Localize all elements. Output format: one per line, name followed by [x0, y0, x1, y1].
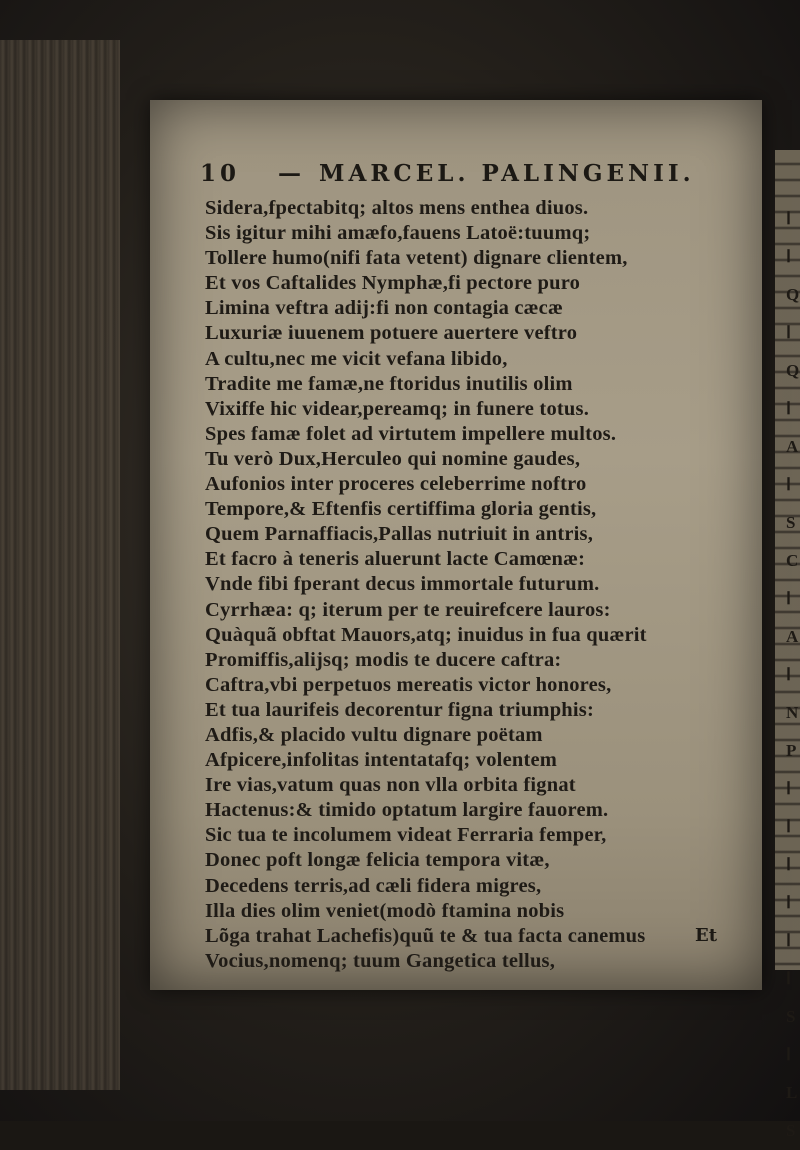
verse-line: Cyrrhæa: q; iterum per te reuirefcere lauros: — [205, 598, 611, 621]
verse-line: Hactenus:& timido optatum largire fauorem. — [205, 799, 609, 822]
facing-page-letter: N — [786, 703, 799, 722]
verse-line: Tempore,& Eftenfis certiffima gloria gentis, — [205, 498, 597, 521]
verse-line: Vnde fibi fperant decus immortale futurum. — [205, 573, 600, 596]
verse-line: Sic tua te incolumem videat Ferraria femper, — [205, 824, 607, 847]
verse-line: Tu verò Dux,Herculeo qui nomine gaudes, — [205, 447, 581, 470]
verse-text — [205, 196, 765, 974]
verse-line: Adfis,& placido vultu dignare poëtam — [205, 723, 543, 746]
verse-line: A cultu,nec me vicit vefana libido, — [205, 347, 508, 370]
verse-line: Promiffis,alijsq; modis te ducere caftra: — [205, 648, 562, 671]
facing-page-letter: Ⅰ — [786, 855, 792, 874]
facing-page-letter: P — [786, 741, 797, 760]
verse-line: Et tua laurifeis decorentur figna triumphis: — [205, 698, 595, 721]
facing-page-letter: Ⅰ — [786, 589, 792, 608]
facing-page-letter: Ⅰ — [786, 779, 792, 798]
verse-line: Sidera,fpectabitq; altos mens enthea diuos. — [205, 197, 589, 219]
facing-page-letter: Q — [786, 285, 800, 304]
facing-page-letter: S — [786, 513, 796, 532]
verse-line: Lõga trahat Lachefis)quũ te & tua facta canemus — [205, 924, 646, 947]
running-header — [200, 160, 740, 187]
facing-page-fragments — [786, 200, 800, 1150]
book-left-edge — [0, 40, 120, 1090]
facing-page-letter: Ⅰ — [786, 1045, 792, 1064]
verse-line: Luxuriæ iuuenem potuere auertere veftro — [205, 322, 578, 345]
facing-page-letter: Ⅰ — [786, 209, 792, 228]
verse-line: Limina veftra adij:fi non contagia cæcæ — [205, 297, 563, 320]
verse-line: Vixiffe hic videar,pereamq; in funere totus. — [205, 397, 590, 420]
page-number: 10 — [200, 160, 241, 187]
facing-page-letter: Ⅰ — [786, 247, 792, 266]
facing-page-letter: S — [786, 1121, 796, 1140]
running-head-title: MARCEL. PALINGENII. — [319, 160, 695, 187]
verse-line: Aufonios inter proceres celeberrime noftro — [205, 473, 587, 496]
facing-page-letter: Ⅰ — [786, 475, 792, 494]
verse-line: Illa dies olim veniet(modò ftamina nobis — [205, 899, 565, 922]
verse-line: Sis igitur mihi amæfo,fauens Latoë:tuumq; — [205, 222, 591, 245]
verse-line: Ire vias,vatum quas non vlla orbita fignat — [205, 774, 576, 797]
verse-line: Afpicere,infolitas intentatafq; volentem — [205, 749, 558, 772]
verse-line: Vocius,nomenq; tuum Gangetica tellus, — [205, 949, 556, 972]
verse-line: Quem Parnaffiacis,Pallas nutriuit in antris, — [205, 523, 594, 546]
facing-page-letter: Ⅰ — [786, 323, 792, 342]
facing-page-letter: A — [786, 437, 799, 456]
header-rule: — — [278, 160, 306, 187]
facing-page-letter: Ⅰ — [786, 969, 792, 988]
verse-line: Tollere humo(nifi fata vetent) dignare clientem, — [205, 247, 628, 270]
verse-line: Spes famæ folet ad virtutem impellere multos. — [205, 422, 617, 445]
facing-page-letter: Ⅰ — [786, 399, 792, 418]
facing-page-letter: Q — [786, 361, 800, 380]
facing-page-letter: A — [786, 627, 799, 646]
verse-line: Et vos Caftalides Nymphæ,fi pectore puro — [205, 272, 581, 295]
facing-page-letter: L — [786, 1083, 798, 1102]
verse-line: Quàquã obftat Mauors,atq; inuidus in fua quærit — [205, 623, 647, 646]
verse-line: Decedens terris,ad cæli fidera migres, — [205, 874, 542, 897]
facing-page-letter: Ⅰ — [786, 931, 792, 950]
facing-page-letter: Ⅰ — [786, 893, 792, 912]
verse-line: Donec poft longæ felicia tempora vitæ, — [205, 849, 550, 872]
catchword: Et — [695, 925, 718, 946]
facing-page-letter: Ⅰ — [786, 665, 792, 684]
verse-line: Tradite me famæ,ne ftoridus inutilis olim — [205, 372, 573, 395]
facing-page-letter: S — [786, 1007, 796, 1026]
verse-line: Et facro à teneris aluerunt lacte Camœnæ: — [205, 548, 586, 571]
verse-line: Caftra,vbi perpetuos mereatis victor honores, — [205, 673, 612, 696]
facing-page-letter: Ⅰ — [786, 817, 792, 836]
facing-page-letter: C — [786, 551, 799, 570]
